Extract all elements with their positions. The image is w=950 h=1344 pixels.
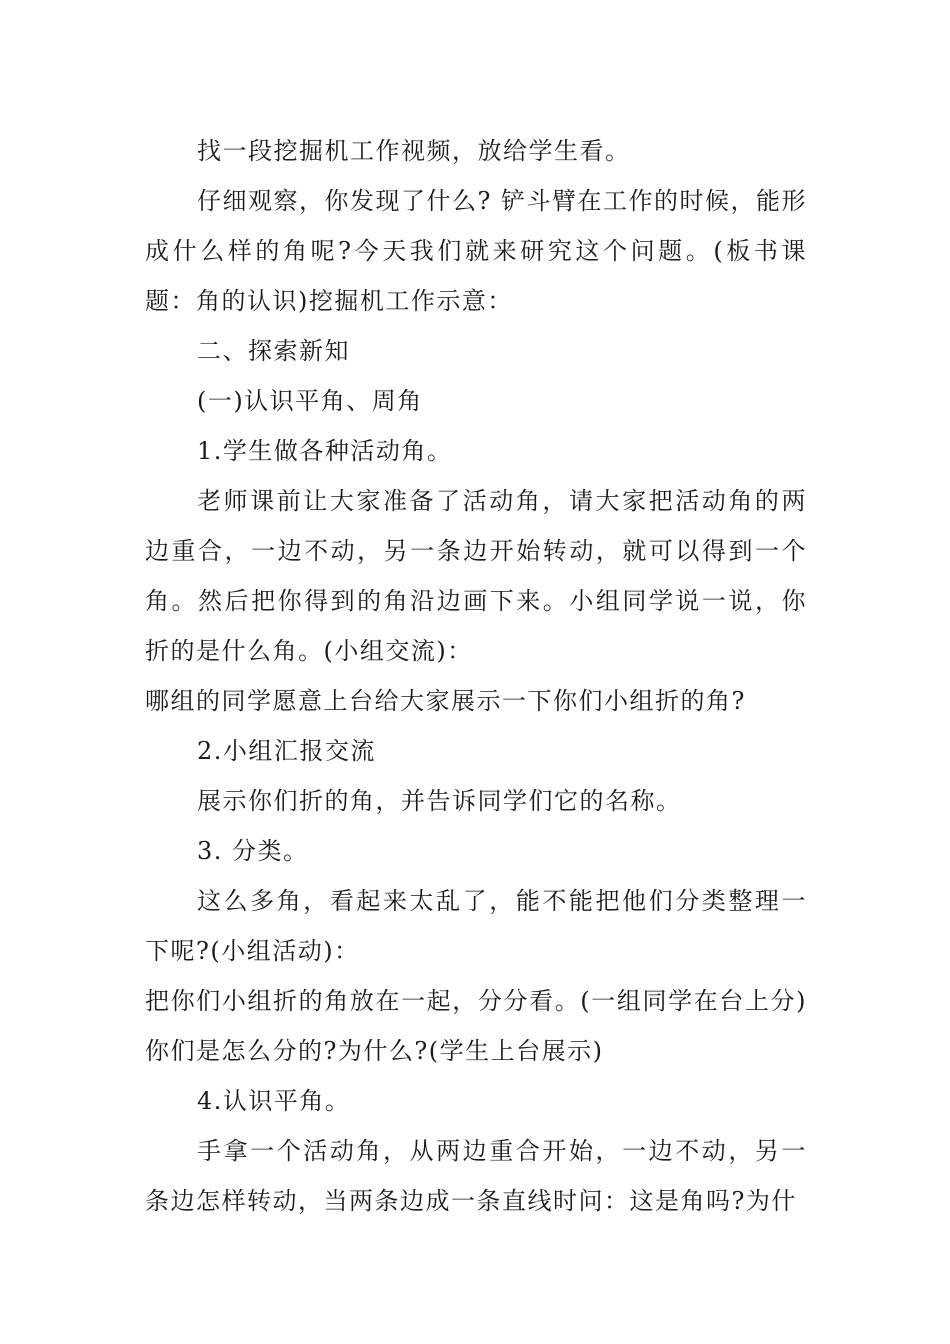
paragraph-video-intro: 找一段挖掘机工作视频，放给学生看。 — [197, 137, 631, 165]
paragraph-straight-angle-demo: 手拿一个活动角，从两边重合开始，一边不动，另一条边怎样转动，当两条边成一条直线时问：这是角吗?为什 — [145, 1137, 807, 1215]
paragraph-show-question: 哪组的同学愿意上台给大家展示一下你们小组折的角? — [145, 687, 746, 715]
document-body — [145, 126, 807, 1226]
paragraph-group-classify: 把你们小组折的角放在一起，分分看。(一组同学在台上分)你们是怎么分的?为什么?(学生上台展示) — [145, 987, 807, 1065]
paragraph-observe-question: 仔细观察，你发现了什么? 铲斗臂在工作的时候，能形成什么样的角呢?今天我们就来研究这个问题。(板书课题：角的认识)挖掘机工作示意： — [145, 187, 807, 315]
subsection-heading-straight-full-angle: (一)认识平角、周角 — [197, 387, 423, 415]
paragraph-classify-question: 这么多角，看起来太乱了，能不能把他们分类整理一下呢?(小组活动)： — [145, 887, 807, 965]
list-item-2: 2.小组汇报交流 — [197, 737, 376, 765]
paragraph-show-angles: 展示你们折的角，并告诉同学们它的名称。 — [197, 787, 682, 815]
list-item-3: 3. 分类。 — [197, 837, 309, 865]
section-heading-explore: 二、探索新知 — [197, 337, 350, 365]
list-item-1: 1.学生做各种活动角。 — [197, 437, 453, 465]
paragraph-teacher-instruction: 老师课前让大家准备了活动角，请大家把活动角的两边重合，一边不动，另一条边开始转动，就可以得到一个角。然后把你得到的角沿边画下来。小组同学说一说，你折的是什么角。(小组交流)： — [145, 487, 807, 665]
list-item-4: 4.认识平角。 — [197, 1087, 351, 1115]
